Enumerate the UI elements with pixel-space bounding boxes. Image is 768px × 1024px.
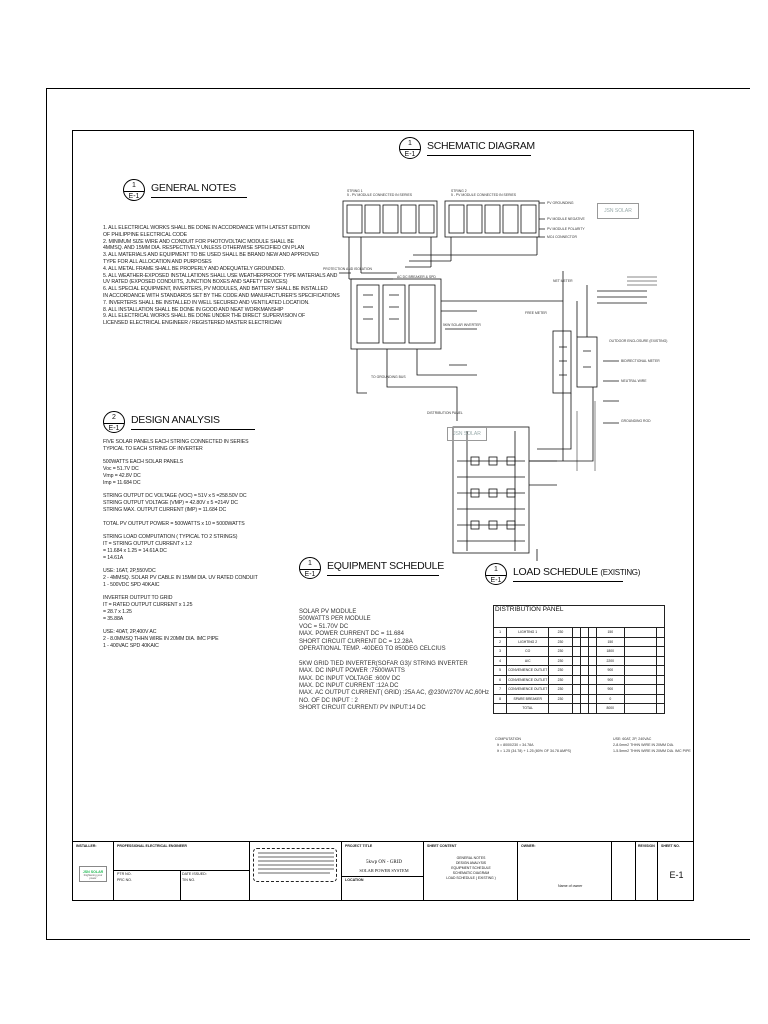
general-notes-list (103, 225, 340, 327)
computation-right-1: USE: 60AT, 2P, 240VAC (613, 737, 652, 741)
table-cell (588, 694, 596, 704)
schematic-logo-2: JSN SOLAR (447, 427, 487, 441)
table-cell (549, 704, 572, 714)
sheet-content-item: GENERAL NOTES (456, 856, 486, 860)
table-cell: 900 (596, 685, 624, 695)
table-cell (572, 656, 580, 666)
table-cell (580, 666, 588, 676)
table-row (494, 694, 665, 704)
sheet-content-item: SCHEMATIC DIAGRAM (452, 871, 490, 875)
table-cell: TOTAL (507, 704, 549, 714)
table-cell (624, 675, 656, 685)
general-note-line: UV RATED (EXPOSED CONDUITS, JUNCTION BOXES AND SAFETY DEVICES) (103, 279, 288, 286)
table-cell: 6 (494, 675, 507, 685)
table-cell: 230 (549, 666, 572, 676)
design-analysis-line: 1 - 500VDC SPD 40KAIC (103, 581, 160, 588)
design-analysis-line: Imp = 11.684 DC (103, 479, 141, 486)
design-analysis-line: 1 - 400VAC SPD 40KAIC (103, 642, 159, 649)
general-note-line: 2. MINIMUM SIZE WIRE AND CONDUIT FOR PHOTOVOLTAIC MODULE SHALL BE (103, 238, 294, 245)
mc4-connector-label: MC4 CONNECTOR (547, 235, 577, 239)
disclaimer-text-lines (256, 850, 336, 880)
sheet-content-item: DESIGN ANALYSIS (455, 861, 487, 865)
section-title: SCHEMATIC DIAGRAM (427, 140, 531, 156)
table-cell: 1 (494, 628, 507, 638)
table-cell: CO (507, 647, 549, 657)
table-cell: 900 (596, 666, 624, 676)
design-analysis-line: USE: 16AT, 2P,550VDC (103, 568, 156, 575)
table-cell (494, 704, 507, 714)
design-analysis-line (103, 623, 258, 630)
table-cell (572, 628, 580, 638)
revision-cell: REVISION (611, 842, 657, 901)
table-cell (588, 647, 596, 657)
table-cell (588, 656, 596, 666)
net-meter-label: NET METER (553, 279, 573, 283)
pv-polarity-label: PV MODULE POLARITY (547, 227, 585, 231)
table-cell: LIGHTING 1 (507, 628, 549, 638)
table-cell (572, 694, 580, 704)
section-number-badge: 1 E-1 (399, 137, 421, 159)
table-cell: 8 (494, 694, 507, 704)
sheet-content-item: LOAD SCHEDULE ( EXISTING ) (446, 876, 496, 880)
table-cell: 1800 (596, 647, 624, 657)
design-analysis-line: TOTAL PV OUTPUT POWER = 500WATTS x 10 = 5000WATTS (103, 520, 245, 527)
general-notes-header (123, 179, 247, 201)
table-cell (580, 685, 588, 695)
table-cell (656, 685, 664, 695)
table-cell: 230 (549, 628, 572, 638)
table-row (494, 628, 665, 638)
design-analysis-line (103, 561, 258, 568)
general-note-line: LICENSED ELECTRICAL ENGINEER / REGISTERED MASTER ELECTRICIAN (103, 320, 282, 327)
load-schedule-header (485, 563, 641, 585)
computation-right-3: 1-5.5mm2 THHN WIRE IN 20MM DIA. IMC PIPE (613, 749, 691, 753)
bidirectional-meter-label: BIDIRECTIONAL METER (621, 359, 660, 363)
computation-label: COMPUTATION (495, 737, 522, 741)
section-title: DESIGN ANALYSIS (131, 414, 255, 430)
page-border-top (46, 88, 750, 89)
table-cell (580, 675, 588, 685)
section-number-badge: 1 E-1 (299, 557, 321, 579)
table-cell (580, 628, 588, 638)
design-analysis-line: = 11.684 x 1.25 = 14.61A DC (103, 547, 167, 554)
section-title: EQUIPMENT SCHEDULE (327, 560, 439, 576)
table-cell: 2 (494, 637, 507, 647)
sheet-content-item: EQUIPMENT SCHEDULE (451, 866, 491, 870)
design-analysis-line (103, 514, 258, 521)
general-note-line: IN ACCORDANCE WITH STANDARDS SET BY THE CODE AND MANUFACTURER'S SPECIFICATIONS (103, 292, 340, 299)
load-schedule-table (493, 605, 665, 714)
general-note-line: 1. ALL ELECTRICAL WORKS SHALL BE DONE IN ACCORDANCE WITH LATEST EDITION (103, 225, 310, 231)
table-cell (624, 628, 656, 638)
engineer-cell: PROFESSIONAL ELECTRICAL ENGINEER PTR NO. PRC NO. DATE ISSUED: TIN NO. (113, 842, 249, 901)
design-analysis-line: FIVE SOLAR PANELS EACH STRING CONNECTED IN SERIES (103, 439, 249, 445)
string-1-sublabel: 5 - PV MODULE CONNECTED IN SERIES (347, 193, 412, 197)
design-analysis-line: IT = STRING OUTPUT CURRENT x 1.2 (103, 540, 192, 547)
table-cell (588, 637, 596, 647)
design-analysis-header (103, 411, 255, 433)
general-note-line: 8. ALL INSTALLATION SHALL BE DONE IN GOOD AND NEAT WORKMANSHIP (103, 306, 284, 313)
table-cell (624, 704, 656, 714)
page-border-left (46, 88, 47, 940)
table-cell (572, 675, 580, 685)
table-cell (656, 637, 664, 647)
equipment-line: SOLAR PV MODULE (299, 609, 357, 615)
table-cell (624, 637, 656, 647)
table-row (494, 656, 665, 666)
section-number-badge: 1 E-1 (485, 563, 507, 585)
table-cell: CONVENIENCE OUTLET (507, 675, 549, 685)
string-1-label: STRING 1 (347, 189, 363, 193)
table-cell: A/C (507, 656, 549, 666)
table-cell (656, 666, 664, 676)
general-note-line: 4. ALL METAL FRAME SHALL BE PROPERLY AND ADEQUATELY GROUNDED. (103, 265, 285, 272)
table-cell (588, 685, 596, 695)
design-analysis-line: = 28.7 x 1.25 (103, 608, 132, 615)
design-analysis-line: 2 - 8.0MMSQ THHN WIRE IN 20MM DIA. IMC PIPE (103, 636, 219, 643)
protection-label: PROTECTION AND ISOLATION (323, 267, 372, 271)
equipment-schedule-header (299, 557, 444, 579)
sheet-number-cell: SHEET NO. E-1 (657, 842, 694, 901)
section-title: LOAD SCHEDULE (EXISTING) (513, 566, 623, 582)
equipment-line: VOC = 51.70V DC (299, 623, 349, 630)
table-cell (580, 704, 588, 714)
free-meter-label: FREE METER (525, 311, 547, 315)
table-row (494, 704, 665, 714)
general-note-line: 7. INVERTERS SHALL BE INSTALLED IN WELL SECURED AND VENTILATED LOCATION. (103, 299, 310, 306)
table-cell (580, 694, 588, 704)
equipment-line: NO. OF DC INPUT : 2 (299, 697, 358, 704)
table-cell (624, 666, 656, 676)
table-cell (588, 675, 596, 685)
table-cell: 5 (494, 666, 507, 676)
design-analysis-line (103, 527, 258, 534)
schematic-diagram (323, 161, 668, 561)
table-cell (624, 694, 656, 704)
schematic-header (399, 137, 535, 159)
general-note-line: 6. ALL SPECIAL EQUIPMENT, INVERTERS, PV MODULES, AND BATTERY SHALL BE INSTALLED (103, 286, 328, 293)
string-2-sublabel: 5 - PV MODULE CONNECTED IN SERIES (451, 193, 516, 197)
table-cell: 0 (596, 694, 624, 704)
project-title-cell: PROJECT TITLE 5kwp ON - GRID SOLAR POWER SYSTEM LOCATION (341, 842, 423, 901)
table-cell: 4 (494, 656, 507, 666)
table-cell (656, 675, 664, 685)
pv-grounding-label: PV GROUNDING (547, 201, 574, 205)
table-cell: 150 (596, 628, 624, 638)
design-analysis-line: = 35.88A (103, 615, 124, 622)
design-analysis-list (103, 439, 258, 650)
outdoor-enclosure-label: OUTDOOR ENCLOSURE (EXISTING) (609, 339, 668, 343)
table-cell (572, 647, 580, 657)
table-cell (656, 647, 664, 657)
table-cell: 230 (549, 637, 572, 647)
title-block (73, 841, 694, 901)
computation-left-2: It = 1.25 (34.78) + 1.25 (80% OF 34.78 AMPS) (497, 749, 572, 753)
table-cell (656, 628, 664, 638)
table-cell: 230 (549, 694, 572, 704)
sheet-contents-cell: SHEET CONTENT GENERAL NOTES DESIGN ANALYSIS EQUIPMENT SCHEDULE SCHEMATIC DIAGRAM LOAD SCHEDULE ( EXISTING ) (423, 842, 517, 901)
owner-cell: OWNER: Name of owner (517, 842, 611, 901)
table-cell: 3 (494, 647, 507, 657)
design-analysis-line: Voc = 51.7V DC (103, 466, 139, 473)
general-note-line: 3. ALL MATERIALS AND EQUIPMENT TO BE USED SHALL BE BRAND NEW AND APPROVED (103, 252, 319, 259)
equipment-line: MAX. POWER CURRENT DC = 11.684 (299, 631, 404, 638)
table-cell: 2200 (596, 656, 624, 666)
computation-left-1: It = 8000/230 = 34.78A (497, 743, 534, 747)
breaker-spd-label: AC DC BREAKER & SPD (397, 275, 436, 279)
general-note-line: 5. ALL WEATHER-EXPOSED INSTALLATIONS SHALL USE WEATHERPROOF TYPE MATERIALS AND (103, 272, 338, 279)
section-title: GENERAL NOTES (151, 182, 247, 198)
pv-negative-label: PV MODULE NEGATIVE (547, 217, 585, 221)
table-row (494, 675, 665, 685)
equipment-line: OPERATIONAL TEMP. -40DEG TO 850DEG CELCIUS (299, 646, 446, 653)
table-cell (624, 647, 656, 657)
design-analysis-line: = 14.61A (103, 554, 124, 561)
design-analysis-line: STRING MAX. OUTPUT CURRENT (IMP) = 11.684 DC (103, 506, 227, 513)
table-cell (588, 704, 596, 714)
table-row (494, 666, 665, 676)
section-number-badge: 2 E-1 (103, 411, 125, 433)
disclaimer-cell (249, 842, 341, 901)
table-cell: 230 (549, 675, 572, 685)
design-analysis-line: INVERTER OUTPUT TO GRID (103, 595, 173, 602)
design-analysis-line: 500WATTS EACH SOLAR PANELS (103, 459, 184, 466)
table-cell (656, 694, 664, 704)
design-analysis-line (103, 453, 258, 460)
drawing-sheet (72, 130, 694, 901)
general-note-line: TYPE FOR ALL ALLOCATION AND PURPOSES (103, 258, 212, 265)
table-cell (656, 656, 664, 666)
table-cell (624, 656, 656, 666)
table-cell: SPARE BREAKER (507, 694, 549, 704)
table-cell (580, 637, 588, 647)
design-analysis-line: USE: 40AT, 2P,400V AC (103, 629, 157, 636)
table-cell (572, 704, 580, 714)
schematic-logo: JSN SOLAR (597, 203, 639, 219)
neutral-wire-label: NEUTRAL WIRE (621, 379, 647, 383)
design-analysis-line: Vmp = 42.8V DC (103, 472, 141, 479)
general-note-line: OF PHILIPPINE ELECTRICAL CODE (103, 231, 187, 238)
grounding-bus-label: TO GROUNDING BUS (371, 375, 406, 379)
design-analysis-line (103, 487, 258, 494)
table-cell: 900 (596, 675, 624, 685)
table-cell (656, 704, 664, 714)
table-cell: 230 (549, 647, 572, 657)
equipment-line: MAX. DC INPUT CURRENT :12A DC (299, 683, 399, 690)
equipment-schedule-list (299, 609, 489, 713)
equipment-line: MAX. DC INPUT VOLTAGE :600V DC (299, 675, 401, 682)
design-analysis-line: STRING OUTPUT DC VOLTAGE (VOC) = 51V x 5 =258.50V DC (103, 493, 247, 500)
design-analysis-line (103, 589, 258, 596)
table-cell: 150 (596, 637, 624, 647)
table-cell: CONVENIENCE OUTLET (507, 685, 549, 695)
equipment-line: MAX. DC INPUT POWER :7500WATTS (299, 668, 405, 675)
table-cell: CONVENIENCE OUTLET (507, 666, 549, 676)
table-cell (572, 637, 580, 647)
string-2-label: STRING 2 (451, 189, 467, 193)
equipment-line: MAX. AC OUTPUT CURRENT( GRID) :25A AC, @230V/270V AC,60Hz (299, 690, 490, 697)
equipment-line (299, 653, 489, 660)
table-cell (588, 666, 596, 676)
grounding-rod-label: GROUNDING ROD (621, 419, 651, 423)
inverter-label: 5KW SOLAR INVERTER (443, 323, 481, 327)
table-cell (572, 666, 580, 676)
equipment-line: SHORT CIRCUIT CURRENT DC = 12.28A (299, 638, 413, 645)
equipment-line: SHORT CIRCUIT CURRENT/ PV INPUT:14 DC (299, 705, 426, 712)
table-cell: 230 (549, 685, 572, 695)
section-number-badge: 1 E-1 (123, 179, 145, 201)
design-analysis-line: IT = RATED OUTPUT CURRENT x 1.25 (103, 602, 193, 609)
sheet-number: E-1 (669, 870, 684, 880)
page-border-bottom (46, 939, 750, 940)
table-cell: LIGHTING 2 (507, 637, 549, 647)
table-row (494, 685, 665, 695)
panel-title: DISTRIBUTION PANEL (495, 606, 564, 613)
equipment-line: 500WATTS PER MODULE (299, 616, 371, 623)
design-analysis-line: STRING OUTPUT VOLTAGE (VMP) = 42.80V x 5 =214V DC (103, 500, 238, 507)
table-cell: 7 (494, 685, 507, 695)
table-cell (572, 685, 580, 695)
table-cell (580, 656, 588, 666)
equipment-line: 5KW GRID TIED INVERTER(SOFAR G3)/ STRING INVERTER (299, 660, 468, 667)
design-analysis-line: TYPICAL TO EACH STRING OF INVERTER (103, 445, 203, 452)
table-cell (588, 628, 596, 638)
installer-logo: JSN SOLAR brightening your power (79, 866, 107, 882)
schematic-wiring (327, 161, 667, 561)
table-cell: 230 (549, 656, 572, 666)
general-note-line: 9. ALL ELECTRICAL WORKS SHALL BE DONE UNDER THE DIRECT SUPERVISION OF (103, 313, 306, 320)
installer-cell: INSTALLER: JSN SOLAR brightening your power (73, 842, 113, 901)
design-analysis-line: 2 - 4MMSQ. SOLAR PV CABLE IN 15MM DIA. UV RATED CONDUIT (103, 574, 258, 581)
computation-right-2: 2-8.0mm2 THHN WIRE IN 20MM DIA. (613, 743, 675, 747)
table-cell: 8000 (596, 704, 624, 714)
table-cell (580, 647, 588, 657)
general-note-line: 4MMSQ. AND 15MM DIA. RESPECTIVELY UNLESS OTHERWISE SPECIFIED ON PLAN (103, 245, 305, 252)
table-row (494, 647, 665, 657)
table-cell (624, 685, 656, 695)
design-analysis-line: STRING LOAD COMPUTATION ( TYPICAL TO 2 STRINGS) (103, 534, 238, 541)
distribution-panel-label: DISTRIBUTION PANEL (427, 411, 463, 415)
table-row (494, 637, 665, 647)
